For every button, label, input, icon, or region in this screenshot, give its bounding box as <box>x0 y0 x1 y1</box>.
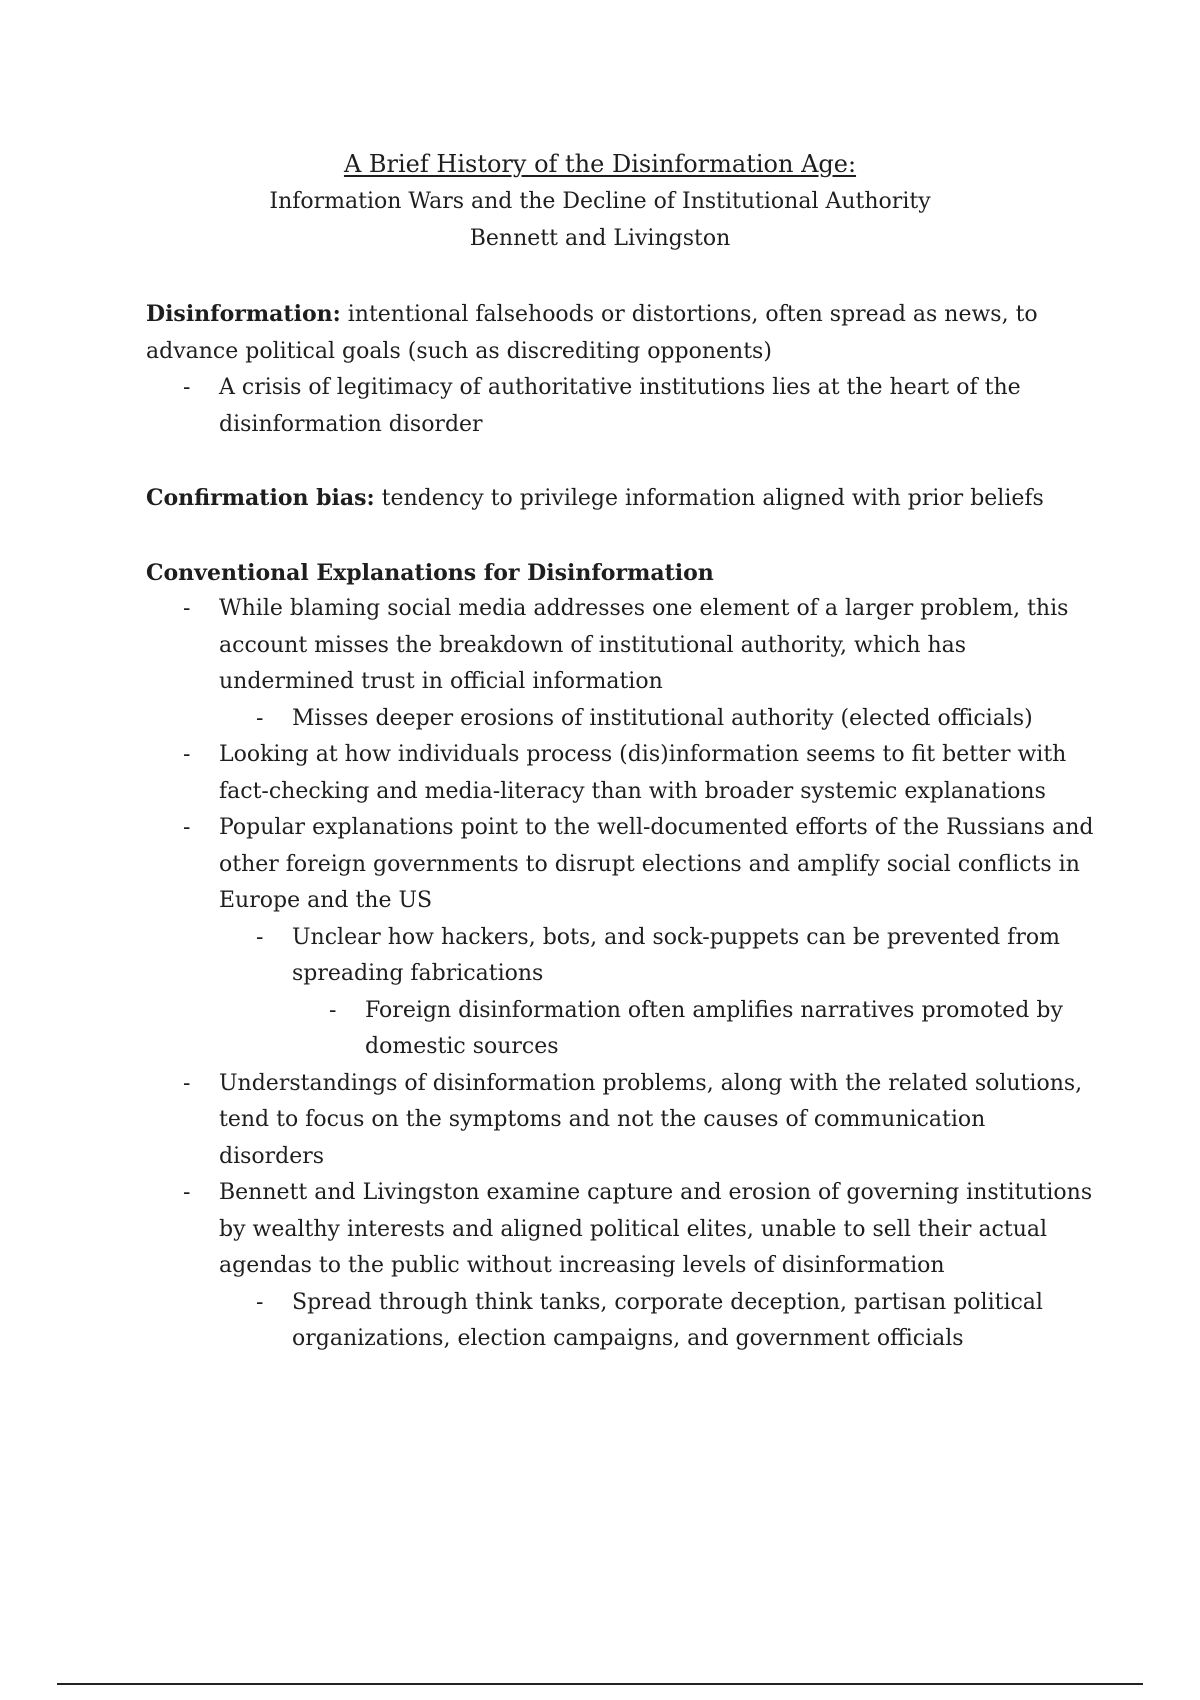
list-item: - Spread through think tanks, corporate deception, partisan political organizations, election campaigns, and government officials <box>292 1285 1096 1358</box>
definition-text: tendency to privilege information aligned with prior beliefs <box>374 486 1044 511</box>
definition-confirmation-bias <box>146 480 1096 518</box>
title-block <box>0 146 1200 257</box>
definition-text: intentional falsehoods or distortions, often spread as news, to advance political goals (such as discrediting opponents) <box>146 302 1038 364</box>
list-item-text: Bennett and Livingston examine capture and erosion of governing institutions by wealthy interests and aligned political elites, unable to sell their actual agendas to the public without increasing levels of disinformation <box>219 1180 1093 1278</box>
document-body <box>146 296 1096 1358</box>
sub-sub-bullet-list <box>292 993 1096 1066</box>
list-item <box>219 810 1096 1066</box>
spacer <box>146 443 1096 480</box>
bullet-list <box>146 370 1096 443</box>
sub-bullet-list <box>219 920 1096 1066</box>
list-item-text: While blaming social media addresses one element of a larger problem, this account misses the breakdown of institutional authority, which has undermined trust in official information <box>219 596 1069 694</box>
list-item: - A crisis of legitimacy of authoritative institutions lies at the heart of the disinformation disorder <box>219 370 1096 443</box>
bullet-list <box>146 591 1096 1358</box>
definition-disinformation <box>146 296 1096 370</box>
sub-bullet-list <box>219 1285 1096 1358</box>
list-item-text: Unclear how hackers, bots, and sock-puppets can be prevented from spreading fabrications <box>292 924 1060 986</box>
list-item: - Looking at how individuals process (dis)information seems to fit better with fact-checking and media-literacy than with broader systemic explanations <box>219 737 1096 810</box>
definition-term: Confirmation bias: <box>146 485 375 511</box>
definition-term: Disinformation: <box>146 301 341 327</box>
page-bottom-rule <box>57 1683 1143 1685</box>
list-item <box>219 1175 1096 1358</box>
spacer <box>146 518 1096 555</box>
section-heading: Conventional Explanations for Disinformation <box>146 559 714 586</box>
list-item: - Misses deeper erosions of institutional authority (elected officials) <box>292 701 1096 738</box>
document-title: A Brief History of the Disinformation Age: <box>343 150 857 178</box>
document-authors: Bennett and Livingston <box>469 226 731 251</box>
sub-bullet-list <box>219 701 1096 738</box>
list-item-text: Popular explanations point to the well-documented efforts of the Russians and other foreign governments to disrupt elections and amplify social conflicts in Europe and the US <box>219 815 1094 913</box>
list-item <box>292 920 1096 1066</box>
document-subtitle: Information Wars and the Decline of Institutional Authority <box>269 189 931 214</box>
list-item <box>219 591 1096 737</box>
list-item: - Foreign disinformation often amplifies narratives promoted by domestic sources <box>365 993 1096 1066</box>
list-item: - Understandings of disinformation problems, along with the related solutions, tend to focus on the symptoms and not the causes of communication disorders <box>219 1066 1096 1176</box>
